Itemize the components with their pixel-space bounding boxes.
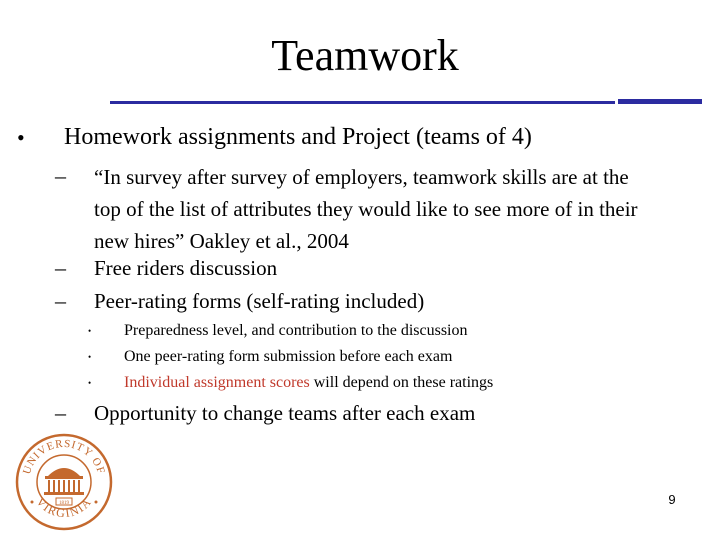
quote-line-1: “In survey after survey of employers, teamwork skills are at the xyxy=(94,165,629,189)
submission-text: One peer-rating form submission before each exam xyxy=(124,348,453,365)
quote-text xyxy=(94,161,638,257)
svg-text:UNIVERSITY OF: UNIVERSITY OF xyxy=(20,437,108,476)
dot-marker-preparedness: • xyxy=(88,326,92,336)
scores-rest: will depend on these ratings xyxy=(309,374,494,391)
svg-text:1819: 1819 xyxy=(59,501,69,506)
dash-marker-change-teams: – xyxy=(55,400,66,425)
main-bullet-text: Homework assignments and Project (teams of 4) xyxy=(64,124,532,150)
scores-text xyxy=(124,370,493,396)
bullet-marker: • xyxy=(17,125,25,150)
slide-title: Teamwork xyxy=(271,31,459,80)
svg-text:VIRGINIA: VIRGINIA xyxy=(33,494,95,521)
dot-marker-scores: • xyxy=(88,378,92,388)
free-riders-text: Free riders discussion xyxy=(94,256,278,280)
peer-rating-text: Peer-rating forms (self-rating included) xyxy=(94,289,425,313)
preparedness-text: Preparedness level, and contribution to the discussion xyxy=(124,322,468,339)
dash-marker-quote: – xyxy=(55,163,66,188)
university-seal-logo xyxy=(14,432,114,532)
page-number: 9 xyxy=(668,492,676,507)
dash-marker-peer-rating: – xyxy=(55,288,66,313)
quote-line-3: new hires” Oakley et al., 2004 xyxy=(94,229,349,253)
dot-marker-submission: • xyxy=(88,352,92,362)
change-teams-text: Opportunity to change teams after each exam xyxy=(94,401,476,425)
scores-highlight: Individual assignment scores xyxy=(124,374,310,391)
title-underline xyxy=(110,101,615,104)
dash-marker-free-riders: – xyxy=(55,255,66,280)
quote-line-2: top of the list of attributes they would like to see more of in their xyxy=(94,197,638,221)
title-underline-accent xyxy=(618,99,702,104)
